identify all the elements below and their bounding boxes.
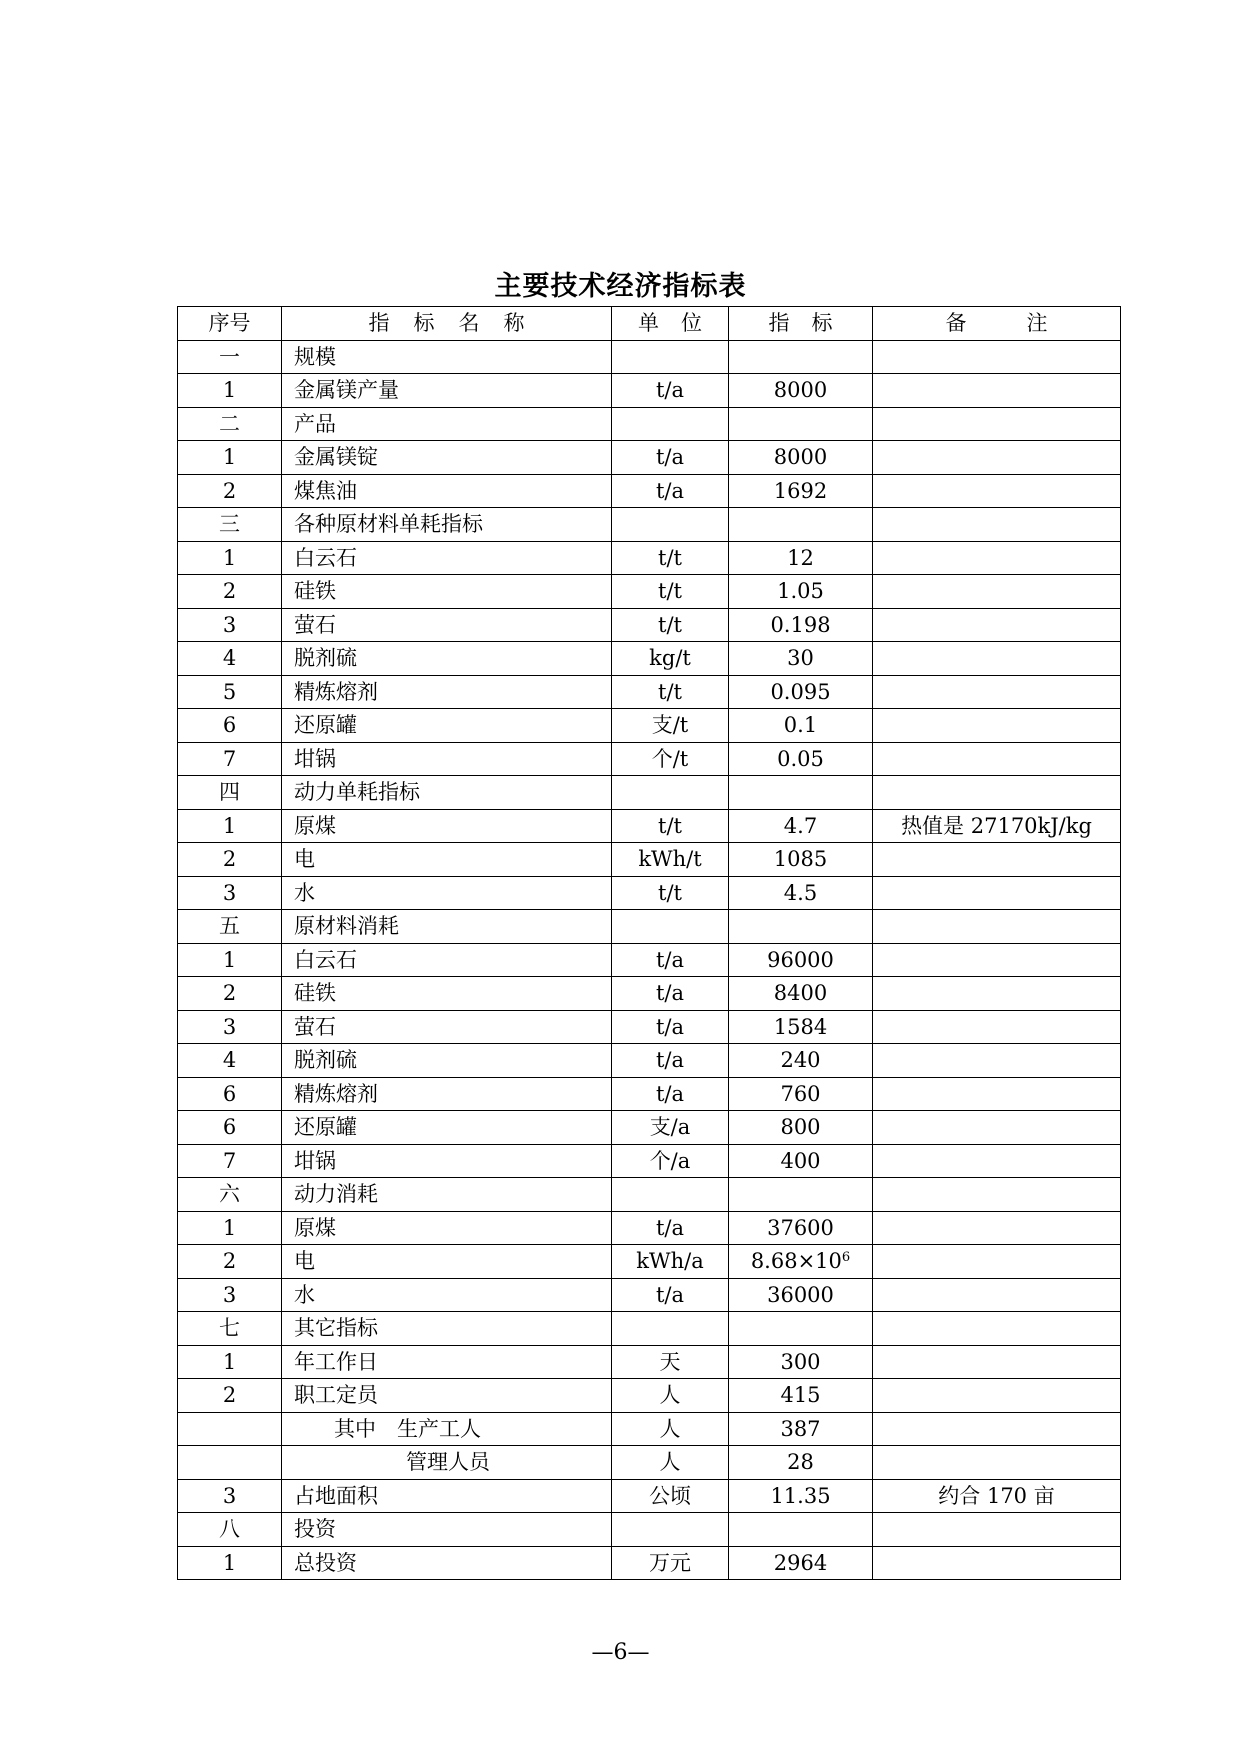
row-value — [729, 1513, 873, 1547]
row-seq: 一 — [178, 340, 282, 374]
row-note — [873, 575, 1121, 609]
row-seq: 6 — [178, 1077, 282, 1111]
row-note — [873, 441, 1121, 475]
row-name: 原材料消耗 — [282, 910, 612, 944]
row-unit: t/t — [612, 575, 729, 609]
row-name: 还原罐 — [282, 1111, 612, 1145]
row-seq: 2 — [178, 575, 282, 609]
row-note — [873, 1446, 1121, 1480]
row-name: 其中 生产工人 — [282, 1412, 612, 1446]
row-seq: 八 — [178, 1513, 282, 1547]
row-note — [873, 340, 1121, 374]
row-value — [729, 1211, 873, 1245]
row-unit — [612, 407, 729, 441]
row-value — [729, 1479, 873, 1513]
row-value-text: 0.198 — [770, 612, 831, 637]
table-row — [178, 441, 1121, 475]
row-name: 原煤 — [282, 1211, 612, 1245]
row-value-text: 4.5 — [783, 880, 818, 905]
row-value — [729, 876, 873, 910]
row-unit: 万元 — [612, 1546, 729, 1580]
table-row — [178, 809, 1121, 843]
row-seq: 6 — [178, 1111, 282, 1145]
page-number: —6— — [591, 1640, 650, 1665]
row-seq: 1 — [178, 809, 282, 843]
table-row — [178, 675, 1121, 709]
row-note — [873, 1044, 1121, 1078]
row-value-text: 387 — [780, 1416, 821, 1441]
row-note — [873, 1211, 1121, 1245]
row-note — [873, 1010, 1121, 1044]
row-unit: 人 — [612, 1379, 729, 1413]
row-name: 坩锅 — [282, 742, 612, 776]
row-seq: 1 — [178, 1345, 282, 1379]
row-note — [873, 675, 1121, 709]
row-unit — [612, 910, 729, 944]
table-row — [178, 340, 1121, 374]
row-note — [873, 876, 1121, 910]
row-value — [729, 541, 873, 575]
row-note — [873, 508, 1121, 542]
row-name: 还原罐 — [282, 709, 612, 743]
table-row — [178, 1211, 1121, 1245]
table-row — [178, 374, 1121, 408]
row-value — [729, 977, 873, 1011]
row-value-text: 240 — [780, 1048, 821, 1073]
row-value — [729, 474, 873, 508]
row-name: 动力消耗 — [282, 1178, 612, 1212]
row-seq: 1 — [178, 1546, 282, 1580]
row-name: 白云石 — [282, 541, 612, 575]
table-row — [178, 943, 1121, 977]
row-unit: kWh/t — [612, 843, 729, 877]
row-value-text: 400 — [780, 1148, 821, 1173]
row-seq: 4 — [178, 1044, 282, 1078]
row-seq: 1 — [178, 441, 282, 475]
row-value-text: 0.05 — [777, 746, 824, 771]
row-name: 精炼熔剂 — [282, 675, 612, 709]
row-value — [729, 642, 873, 676]
row-name: 煤焦油 — [282, 474, 612, 508]
row-seq: 3 — [178, 1010, 282, 1044]
row-seq: 七 — [178, 1312, 282, 1346]
table-row — [178, 1446, 1121, 1480]
row-seq: 1 — [178, 374, 282, 408]
table-row — [178, 1144, 1121, 1178]
row-unit: t/a — [612, 1044, 729, 1078]
row-name: 占地面积 — [282, 1479, 612, 1513]
table-row — [178, 474, 1121, 508]
row-note — [873, 608, 1121, 642]
row-seq: 7 — [178, 742, 282, 776]
table-row — [178, 776, 1121, 810]
table-row — [178, 1513, 1121, 1547]
row-value-text: 37600 — [767, 1215, 834, 1240]
row-name: 萤石 — [282, 608, 612, 642]
indicator-table — [177, 306, 1121, 1580]
row-note — [873, 776, 1121, 810]
row-value — [729, 943, 873, 977]
row-value — [729, 1010, 873, 1044]
row-note — [873, 1513, 1121, 1547]
row-seq: 3 — [178, 1278, 282, 1312]
row-value — [729, 709, 873, 743]
row-value-text: 8000 — [773, 445, 828, 470]
row-seq: 2 — [178, 1379, 282, 1413]
row-seq: 3 — [178, 1479, 282, 1513]
row-note — [873, 642, 1121, 676]
row-unit: t/t — [612, 876, 729, 910]
row-value — [729, 1546, 873, 1580]
header-value: 指标 — [768, 311, 855, 336]
row-value — [729, 340, 873, 374]
row-value — [729, 776, 873, 810]
row-value — [729, 1412, 873, 1446]
row-unit: t/a — [612, 1278, 729, 1312]
row-note — [873, 1245, 1121, 1279]
row-unit — [612, 776, 729, 810]
row-value-text: 28 — [787, 1450, 814, 1475]
table-row — [178, 843, 1121, 877]
row-note — [873, 709, 1121, 743]
row-value — [729, 809, 873, 843]
row-value — [729, 1111, 873, 1145]
row-unit: 公顷 — [612, 1479, 729, 1513]
row-note — [873, 407, 1121, 441]
table-row — [178, 742, 1121, 776]
row-note — [873, 977, 1121, 1011]
row-name: 规模 — [282, 340, 612, 374]
table-row — [178, 642, 1121, 676]
row-value-text: 1085 — [773, 847, 828, 872]
row-unit — [612, 1513, 729, 1547]
row-note: 约合 170 亩 — [873, 1479, 1121, 1513]
row-unit: 天 — [612, 1345, 729, 1379]
row-value — [729, 1178, 873, 1212]
row-unit: 支/t — [612, 709, 729, 743]
row-value — [729, 910, 873, 944]
table-row — [178, 508, 1121, 542]
table-row — [178, 876, 1121, 910]
row-value-text: 12 — [787, 545, 814, 570]
table-row — [178, 1412, 1121, 1446]
row-unit: t/a — [612, 1211, 729, 1245]
row-note — [873, 1546, 1121, 1580]
row-unit: t/t — [612, 608, 729, 642]
row-note — [873, 1345, 1121, 1379]
row-note — [873, 1111, 1121, 1145]
row-value-text: 300 — [780, 1349, 821, 1374]
row-value — [729, 843, 873, 877]
row-value — [729, 1044, 873, 1078]
row-seq: 1 — [178, 1211, 282, 1245]
row-name: 脱剂硫 — [282, 642, 612, 676]
row-value-exponent: 6 — [841, 1250, 851, 1266]
table-row — [178, 1345, 1121, 1379]
row-unit: 支/a — [612, 1111, 729, 1145]
row-unit — [612, 508, 729, 542]
row-unit: t/a — [612, 1010, 729, 1044]
table-title: 主要技术经济指标表 — [494, 271, 747, 302]
row-value — [729, 1245, 873, 1279]
row-value-text: 36000 — [767, 1282, 834, 1307]
row-name: 年工作日 — [282, 1345, 612, 1379]
header-seq: 序号 — [178, 307, 282, 341]
row-value-text: 1584 — [773, 1014, 828, 1039]
row-unit: t/a — [612, 441, 729, 475]
row-name: 职工定员 — [282, 1379, 612, 1413]
row-seq: 五 — [178, 910, 282, 944]
row-value — [729, 1379, 873, 1413]
header-note: 备注 — [945, 311, 1108, 336]
row-unit — [612, 1312, 729, 1346]
row-seq: 3 — [178, 608, 282, 642]
row-value-text: 1.05 — [777, 579, 824, 604]
row-note — [873, 374, 1121, 408]
row-value-text: 0.095 — [770, 679, 831, 704]
row-note — [873, 1379, 1121, 1413]
row-unit: t/a — [612, 1077, 729, 1111]
row-value — [729, 1278, 873, 1312]
row-note — [873, 1077, 1121, 1111]
row-value — [729, 575, 873, 609]
row-value — [729, 441, 873, 475]
table-row — [178, 1010, 1121, 1044]
row-note: 热值是 27170kJ/kg — [873, 809, 1121, 843]
row-name: 投资 — [282, 1513, 612, 1547]
row-name: 硅铁 — [282, 977, 612, 1011]
row-value — [729, 508, 873, 542]
table-row — [178, 1278, 1121, 1312]
row-unit: t/a — [612, 977, 729, 1011]
row-seq: 六 — [178, 1178, 282, 1212]
row-value-text: 760 — [780, 1081, 821, 1106]
row-note — [873, 541, 1121, 575]
table-row — [178, 1111, 1121, 1145]
row-unit: t/a — [612, 474, 729, 508]
row-name: 金属镁锭 — [282, 441, 612, 475]
row-note — [873, 1312, 1121, 1346]
row-note — [873, 1278, 1121, 1312]
row-value-text: 8000 — [773, 378, 828, 403]
row-name: 坩锅 — [282, 1144, 612, 1178]
row-value-text: 2964 — [773, 1550, 828, 1575]
row-value-text: 415 — [780, 1383, 821, 1408]
row-unit: 人 — [612, 1412, 729, 1446]
table-row — [178, 1379, 1121, 1413]
row-seq: 四 — [178, 776, 282, 810]
row-seq: 二 — [178, 407, 282, 441]
table-row — [178, 575, 1121, 609]
row-name: 总投资 — [282, 1546, 612, 1580]
row-note — [873, 742, 1121, 776]
row-seq: 5 — [178, 675, 282, 709]
row-name: 水 — [282, 1278, 612, 1312]
row-value-text: 30 — [787, 646, 814, 671]
row-note — [873, 843, 1121, 877]
row-seq: 7 — [178, 1144, 282, 1178]
row-value — [729, 1312, 873, 1346]
row-seq — [178, 1446, 282, 1480]
row-value-text: 11.35 — [770, 1483, 831, 1508]
row-name: 其它指标 — [282, 1312, 612, 1346]
row-name: 电 — [282, 1245, 612, 1279]
row-unit: t/t — [612, 541, 729, 575]
row-value — [729, 675, 873, 709]
table-row — [178, 1245, 1121, 1279]
row-value-text: 4.7 — [783, 813, 818, 838]
row-seq: 三 — [178, 508, 282, 542]
header-unit: 单位 — [638, 311, 724, 336]
row-value — [729, 1446, 873, 1480]
row-value-text: 8.68×10 — [750, 1249, 842, 1274]
row-unit: kg/t — [612, 642, 729, 676]
row-unit: t/t — [612, 809, 729, 843]
header-name: 指标名称 — [368, 311, 549, 336]
row-name: 白云石 — [282, 943, 612, 977]
row-note — [873, 1412, 1121, 1446]
row-value-text: 800 — [780, 1115, 821, 1140]
row-note — [873, 910, 1121, 944]
table-row — [178, 709, 1121, 743]
row-name: 硅铁 — [282, 575, 612, 609]
row-name: 金属镁产量 — [282, 374, 612, 408]
table-row — [178, 1077, 1121, 1111]
row-name: 萤石 — [282, 1010, 612, 1044]
row-seq: 3 — [178, 876, 282, 910]
table-row — [178, 541, 1121, 575]
row-seq: 1 — [178, 943, 282, 977]
row-value-text: 1692 — [773, 478, 828, 503]
row-value — [729, 608, 873, 642]
row-seq: 2 — [178, 474, 282, 508]
row-seq: 6 — [178, 709, 282, 743]
row-name: 管理人员 — [282, 1446, 612, 1480]
row-name: 水 — [282, 876, 612, 910]
row-note — [873, 474, 1121, 508]
row-unit: 个/a — [612, 1144, 729, 1178]
table-row — [178, 1044, 1121, 1078]
row-value — [729, 1345, 873, 1379]
row-name: 原煤 — [282, 809, 612, 843]
row-value-text: 0.1 — [783, 713, 818, 738]
row-seq: 4 — [178, 642, 282, 676]
row-seq — [178, 1412, 282, 1446]
row-seq: 1 — [178, 541, 282, 575]
row-name: 精炼熔剂 — [282, 1077, 612, 1111]
row-unit: t/a — [612, 374, 729, 408]
table-row — [178, 608, 1121, 642]
row-note — [873, 1144, 1121, 1178]
row-unit: t/a — [612, 943, 729, 977]
row-name: 产品 — [282, 407, 612, 441]
table-row — [178, 910, 1121, 944]
row-seq: 2 — [178, 1245, 282, 1279]
row-value — [729, 374, 873, 408]
table-row — [178, 1479, 1121, 1513]
row-unit: kWh/a — [612, 1245, 729, 1279]
table-row — [178, 1546, 1121, 1580]
row-value — [729, 1077, 873, 1111]
header-row — [178, 307, 1121, 341]
row-value — [729, 742, 873, 776]
row-value-text: 8400 — [773, 981, 828, 1006]
row-name: 各种原材料单耗指标 — [282, 508, 612, 542]
row-name: 电 — [282, 843, 612, 877]
table-row — [178, 1178, 1121, 1212]
row-value — [729, 407, 873, 441]
row-name: 脱剂硫 — [282, 1044, 612, 1078]
row-seq: 2 — [178, 843, 282, 877]
row-note — [873, 1178, 1121, 1212]
row-unit — [612, 1178, 729, 1212]
row-note — [873, 943, 1121, 977]
row-unit — [612, 340, 729, 374]
row-seq: 2 — [178, 977, 282, 1011]
row-unit: 个/t — [612, 742, 729, 776]
row-name: 动力单耗指标 — [282, 776, 612, 810]
row-unit: 人 — [612, 1446, 729, 1480]
row-value — [729, 1144, 873, 1178]
row-value-text: 96000 — [767, 947, 834, 972]
row-unit: t/t — [612, 675, 729, 709]
table-row — [178, 407, 1121, 441]
table-row — [178, 1312, 1121, 1346]
table-row — [178, 977, 1121, 1011]
